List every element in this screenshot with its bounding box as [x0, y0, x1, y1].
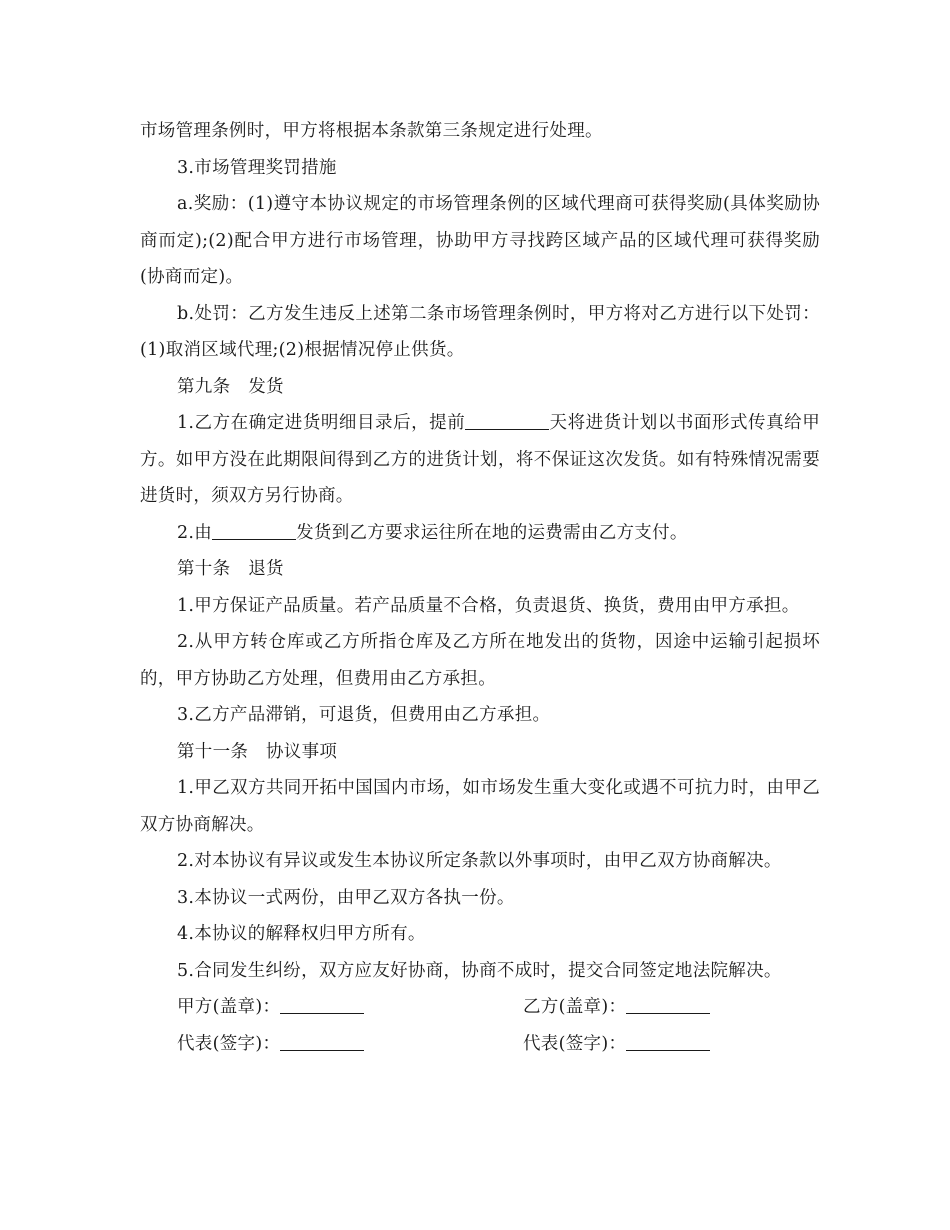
article-10-heading: 第十条 退货	[177, 559, 284, 579]
party-a-rep-label: 代表(签字)：	[177, 1033, 281, 1054]
document-page	[140, 113, 820, 1062]
paragraph-agreement-5: 5.合同发生纠纷，双方应友好协商，协商不成时，提交合同签定地法院解决。	[177, 960, 782, 981]
paragraph-penalty: b.处罚：乙方发生违反上述第二条市场管理条例时，甲方将对乙方进行以下处罚：(1)取消区域代理;(2)根据情况停止供货。	[140, 303, 820, 360]
text-segment: 发货到乙方要求运往所在地的运费需由乙方支付。	[296, 522, 688, 543]
party-a-rep	[177, 1026, 364, 1063]
paragraph-shipping-1	[140, 405, 820, 515]
party-b-seal-blank[interactable]	[626, 991, 710, 1014]
paragraph-shipping-2	[140, 515, 820, 552]
article-9-heading: 第九条 发货	[177, 376, 284, 397]
paragraph-agreement-2: 2.对本协议有异议或发生本协议所定条款以外事项时，由甲乙双方协商解决。	[177, 851, 782, 871]
paragraph-return-1: 1.甲方保证产品质量。若产品质量不合格，负责退货、换货，费用由甲方承担。	[177, 595, 800, 616]
text-segment: 2.由	[177, 522, 213, 543]
party-b-seal-label: 乙方(盖章)：	[523, 997, 627, 1017]
paragraph-agreement-1: 1.甲乙双方共同开拓中国国内市场，如市场发生重大变化或遇不可抗力时，由甲乙双方协商解决。	[140, 778, 820, 835]
paragraph-return-2: 2.从甲方转仓库或乙方所指仓库及乙方所在地发出的货物，因途中运输引起损坏的，甲方协助乙方处理，但费用由乙方承担。	[140, 632, 820, 689]
blank-field-shipper[interactable]	[212, 517, 296, 540]
party-b-rep-blank[interactable]	[626, 1028, 710, 1051]
party-a-seal-blank[interactable]	[280, 991, 364, 1014]
paragraph-return-3: 3.乙方产品滞销，可退货，但费用由乙方承担。	[177, 705, 551, 725]
party-a-seal-label: 甲方(盖章)：	[177, 997, 281, 1017]
text-segment: 1.乙方在确定进货明细目录后，提前	[177, 413, 466, 433]
section-heading-reward-penalty: 3.市场管理奖罚措施	[177, 157, 337, 178]
paragraph-reward: a.奖励：(1)遵守本协议规定的市场管理条例的区域代理商可获得奖励(具体奖励协商而定);(2)配合甲方进行市场管理，协助甲方寻找跨区域产品的区域代理可获得奖励(协商而定)。	[140, 194, 820, 287]
paragraph-agreement-3: 3.本协议一式两份，由甲乙双方各执一份。	[177, 887, 515, 908]
signature-row-seal	[140, 989, 820, 1026]
text-segment: 天将进货计划以书面形式传真给甲方。如甲方没在此期限间得到乙方的进货计划，将不保证这次发货。如有特殊情况需要进货时，须双方另行协商。	[140, 413, 821, 506]
signature-row-rep	[140, 1026, 820, 1063]
party-b-rep	[523, 1026, 710, 1063]
party-b-seal	[523, 989, 710, 1026]
party-a-seal	[177, 989, 364, 1026]
party-a-rep-blank[interactable]	[280, 1028, 364, 1051]
article-11-heading: 第十一条 协议事项	[177, 741, 338, 762]
paragraph-agreement-4: 4.本协议的解释权归甲方所有。	[177, 924, 426, 944]
party-b-rep-label: 代表(签字)：	[523, 1033, 627, 1054]
paragraph-continuation: 市场管理条例时，甲方将根据本条款第三条规定进行处理。	[140, 121, 603, 141]
blank-field-days[interactable]	[465, 407, 549, 430]
